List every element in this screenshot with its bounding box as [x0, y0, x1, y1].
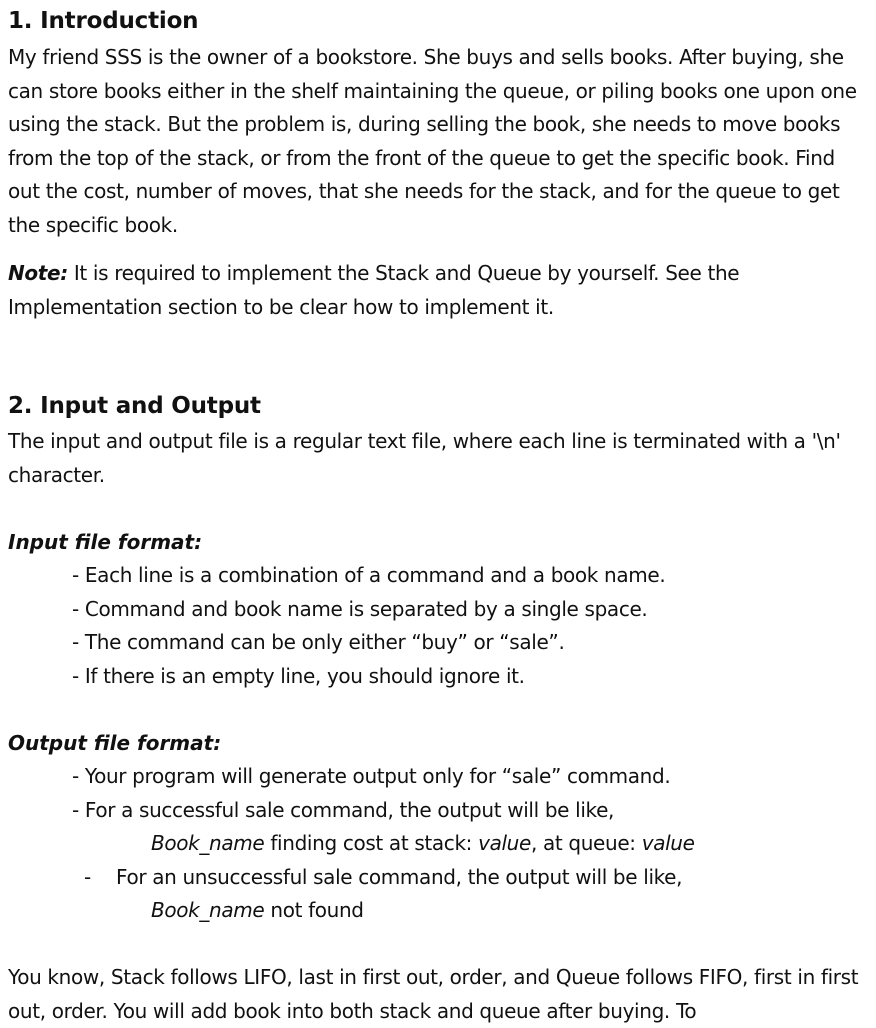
success-output-example: Book_name finding cost at stack: value, at queue: value: [151, 831, 695, 855]
fail-output-item: [84, 861, 682, 895]
io-heading: 2. Input and Output: [8, 393, 261, 419]
list-item: - Your program will generate output only for “sale” command.: [72, 764, 671, 788]
list-item: - Each line is a combination of a command and a book name.: [72, 563, 666, 587]
note-text: It is required to implement the Stack and Queue by yourself. See the Implementation section to be clear how to implement it.: [8, 261, 740, 319]
fail-output-example: Book_name not found: [151, 898, 364, 922]
example-stack-value: value: [478, 831, 531, 855]
example-book-name: Book_name: [151, 898, 265, 922]
list-item: - The command can be only either “buy” or “sale”.: [72, 630, 565, 654]
list-item: - If there is an empty line, you should ignore it.: [72, 663, 525, 688]
fail-output-text: For an unsuccessful sale command, the output will be like,: [116, 865, 683, 889]
example-queue-value: value: [641, 831, 695, 855]
intro-paragraph: My friend SSS is the owner of a bookstore. She buys and sells books. After buying, she can store books either in the shelf maintaining the queue, or piling books one upon one using the stack. But the problem is, during selling the book, she needs to move books from the top of the stack, or from the front of the queue to get the specific book. Find out the cost, number of moves, that she needs for the stack, and for the queue to get the specific book.: [8, 45, 857, 237]
input-format-label: Input file format:: [8, 530, 203, 554]
io-paragraph: The input and output file is a regular text file, where each line is terminated with a '\n' character.: [8, 429, 841, 487]
closing-paragraph: You know, Stack follows LIFO, last in first out, order, and Queue follows FIFO, first in first out, order. You will add book into both stack and queue after buying. To: [8, 965, 859, 1023]
intro-heading: 1. Introduction: [8, 8, 199, 34]
note-label: Note:: [8, 261, 68, 285]
dash-bullet: -: [84, 865, 91, 889]
list-item: - For a successful sale command, the output will be like,: [72, 797, 615, 822]
list-item: - Command and book name is separated by a single space.: [72, 596, 648, 621]
output-format-label: Output file format:: [8, 731, 222, 755]
input-format-list: [72, 559, 665, 693]
output-format-list: [72, 760, 670, 827]
example-book-name: Book_name: [151, 831, 265, 855]
note-paragraph: [8, 257, 866, 324]
